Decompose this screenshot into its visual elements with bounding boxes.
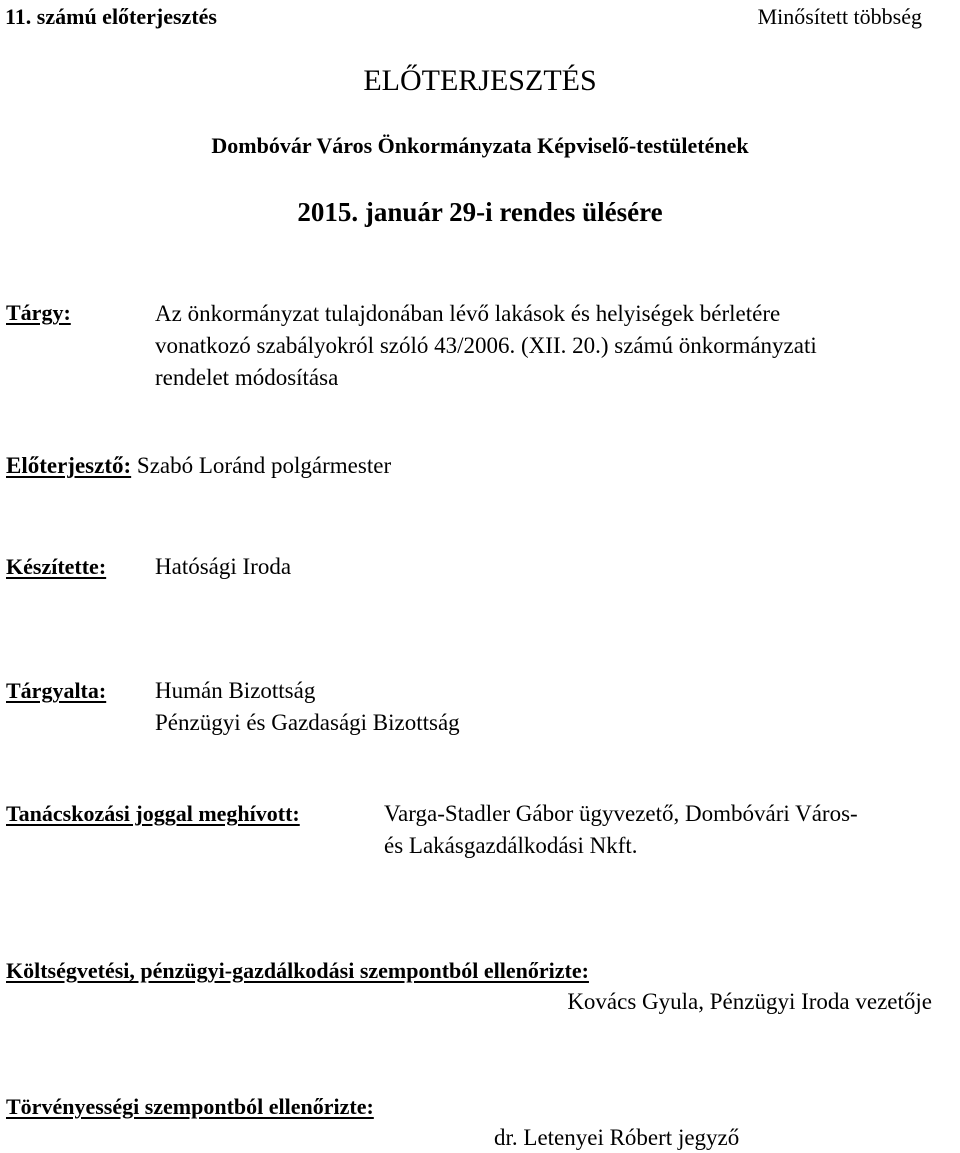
- page-subtitle: Dombóvár Város Önkormányzata Képviselő-testületének: [211, 133, 749, 158]
- budget-check-value: Kovács Gyula, Pénzügyi Iroda vezetője: [567, 989, 932, 1014]
- subject-line-2: vonatkozó szabályokról szóló 43/2006. (XII. 20.) számú önkormányzati: [155, 333, 817, 358]
- subject-line-1: Az önkormányzat tulajdonában lévő lakások és helyiségek bérletére: [155, 301, 781, 326]
- presenter-row: [6, 452, 391, 480]
- page-title: ELŐTERJESZTÉS: [363, 64, 597, 97]
- budget-check-label: Költségvetési, pénzügyi-gazdálkodási szempontból ellenőrizte:: [6, 958, 589, 983]
- discussed-value-2: Pénzügyi és Gazdasági Bizottság: [155, 710, 460, 735]
- subject-label: Tárgy:: [6, 300, 71, 325]
- discussed-value-1: Humán Bizottság: [155, 678, 316, 703]
- invited-line-2: és Lakásgazdálkodási Nkft.: [384, 833, 638, 858]
- presenter-label: Előterjesztő:: [6, 453, 132, 478]
- discussed-label: Tárgyalta:: [6, 678, 107, 703]
- subject-line-3: rendelet módosítása: [155, 365, 339, 390]
- prepared-value: Hatósági Iroda: [155, 554, 292, 579]
- invited-line-1: Varga-Stadler Gábor ügyvezető, Dombóvári Város-: [384, 801, 858, 826]
- presenter-value: Szabó Loránd polgármester: [136, 453, 392, 478]
- meeting-date: 2015. január 29-i rendes ülésére: [297, 197, 663, 227]
- prepared-label: Készítette:: [6, 554, 107, 579]
- invited-label: Tanácskozási joggal meghívott:: [6, 801, 300, 826]
- legal-check-value: dr. Letenyei Róbert jegyző: [494, 1125, 740, 1150]
- majority-type: Minősített többség: [757, 4, 922, 29]
- legal-check-label: Törvényességi szempontból ellenőrizte:: [6, 1094, 374, 1119]
- document-number: 11. számú előterjesztés: [5, 4, 217, 29]
